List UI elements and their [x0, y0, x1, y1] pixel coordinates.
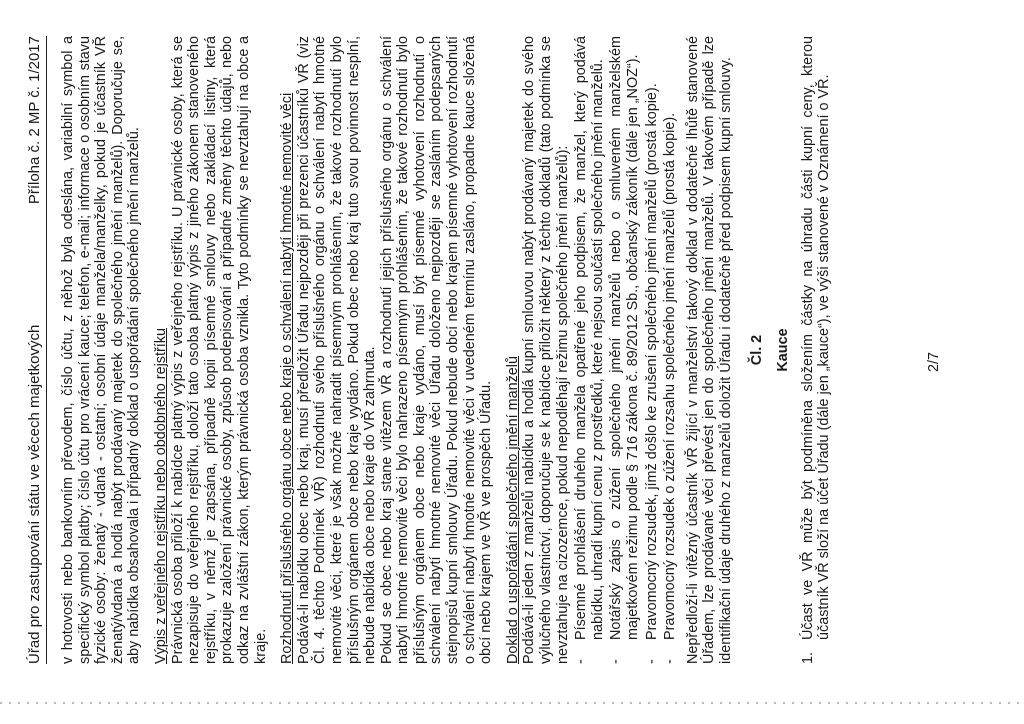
- list-item-text: Písemné prohlášení druhého manžela opatřené jeho podpisem, že manžel, který podává nabídku, uhradí kupní cenu z prostředků, které nejsou součástí společného jmění manželů.: [573, 36, 606, 640]
- section-text: Právnická osoba přiloží k nabídce platný výpis z veřejného rejstříku. U právnické osoby, která se nezapisuje do veřejného rejstříku, doloží tato osoba platný výpis z jiného zákonem stanoveného rejstříku, v němž je zapsána, případně kopii písemné smlouvy nebo zakládací listiny, která prokazuje založení právnické osoby, způsob podepisování a případné změny těchto údajů, nebo odkaz na zvláštní zákon, kterým právnická osoba vznikla. Tyto podmínky se nevztahují na obce a kraje.: [169, 36, 269, 664]
- page-number: 2/7: [926, 352, 942, 373]
- section-marital-property: [505, 36, 735, 664]
- section-title: Doklad o uspořádání společného jmění manželů: [504, 356, 521, 664]
- section-text-2: Pokud se obec nebo kraj stane vítězem VŘ a rozhodnutí jejich příslušného orgánu o schválení nabytí hmotné nemovité věci bylo nahrazeno písemným prohlášením, že takové rozhodnutí bylo příslušným orgánem obce nebo kraje vydáno, musí být písemné vyhotovení rozhodnutí o schválení nabytí hmotné nemovité věci Úřadu doloženo nejpozději se zasláním podepsaných stejnopisů kupní smlouvy Úřadu. Pokud nebude obcí nebo krajem písemné vyhotovení rozhodnutí o schválení nabytí hmotné nemovité věci v uvedeném termínu zasláno, propadne kauce složená obcí nebo krajem ve VŘ ve prospěch Úřadu.: [378, 36, 495, 664]
- section-register-extract: [153, 36, 269, 664]
- article-number: Čl. 2: [748, 334, 765, 366]
- list-item: - Pravomocný rozsudek, jímž došlo ke zrušení společného jmění manželů (prostá kopie).: [643, 83, 660, 664]
- list-item-text: Pravomocný rozsudek o zúžení rozsahu společného jmění manželů (prostá kopie).: [662, 112, 679, 640]
- header-annex: Příloha č. 2 MP č. 1/2017: [26, 36, 43, 205]
- section-text: Podává-li jeden z manželů nabídku a hodlá kupní smlouvou nabýt prodávaný majetek do svého výlučného vlastnictví, doporučuje se k nabídce přiložit některý z těchto dokladů (tato podmínka se nevztahuje na cizozemce, pokud nepodléhají režimu společného jmění manželů):: [521, 36, 571, 664]
- list-item-text: Notářský zápis o zúžení společného jmění manželů nebo o smluveném manželském majetkovém režimu podle § 716 zákona č. 89/2012 Sb., občanský zákoník (dále jen „NOZ“).: [608, 36, 641, 640]
- scan-edge-dots: [0, 702, 1024, 704]
- section-title: Výpis z veřejného rejstříku nebo obdobného rejstříku: [152, 328, 169, 664]
- intro-paragraph: v hotovosti nebo bankovním převodem, číslo účtu, z něhož byla odeslána, variabilní symbol a specifický symbol platby; číslo účtu pro vrácení kauce; telefon, e-mail; informace o osobním stavu fyzické osoby: ženatý - vdaná - ostatní; osobní údaje manžela/manželky, pokud je účastník VŘ ženatý/vdaná a hodlá nabýt prodávaný majetek do společného jmění manželů). Doporučuje se, aby nabídka obsahovala i případný doklad o uspořádání společného jmění manželů.: [60, 36, 143, 664]
- list-item: - Notářský zápis o zúžení společného jmění manželů nebo o smluveném manželském majetkovém režimu podle § 716 zákona č. 89/2012 Sb., občanský zákoník (dále jen „NOZ“).: [608, 36, 641, 664]
- list-item: - Pravomocný rozsudek o zúžení rozsahu společného jmění manželů (prostá kopie).: [662, 112, 679, 664]
- numbered-item: [800, 36, 833, 664]
- document-body: [60, 36, 833, 664]
- list-item-text: Pravomocný rozsudek, jímž došlo ke zrušení společného jmění manželů (prostá kopie).: [643, 83, 660, 640]
- section-after-text: Nepředloží-li vítězný účastník VŘ žijící v manželství takový doklad v dodatečné lhůtě stanovené Úřadem, lze prodávané věci převést jen do společného jmění manželů. V takovém případě lze identifikační údaje druhého z manželů doložit Úřadu i dodatečně před podpisem kupní smlouvy.: [684, 36, 734, 664]
- section-title: Rozhodnutí příslušného orgánu obce nebo kraje o schválení nabytí hmotné nemovité věci: [279, 92, 296, 664]
- section-text: Podává-li nabídku obec nebo kraj, musí předložit Úřadu nejpozději při prezenci účastníků VŘ (viz Čl. 4. těchto Podmínek VŘ) rozhodnutí svého příslušného orgánu o schválení nabytí hmotné nemovité věci, které je však možné nahradit písemným prohlášením, že takové rozhodnutí bylo příslušným orgánem obce nebo kraje vydáno. Pokud obec nebo kraj tuto svou povinnost nesplní, nebude nabídka obce nebo kraje do VŘ zahrnuta.: [295, 36, 379, 664]
- article-title: Kauce: [775, 328, 792, 372]
- header-office: Úřad pro zastupování státu ve věcech majetkových: [26, 324, 43, 664]
- page-header: [26, 36, 43, 664]
- list-item: - Písemné prohlášení druhého manžela opatřené jeho podpisem, že manžel, který podává nabídku, uhradí kupní cenu z prostředků, které nejsou součástí společného jmění manželů.: [573, 36, 606, 664]
- section-municipal-decision: [279, 36, 495, 664]
- item-text: Účast ve VŘ může být podmíněna složením částky na úhradu části kupní ceny, kterou účastník VŘ složí na účet Úřadu (dále jen „kauce“), ve výši stanovené v Oznámení o VŘ.: [799, 36, 833, 640]
- header-rule: [46, 36, 47, 664]
- item-number: 1.: [799, 651, 816, 664]
